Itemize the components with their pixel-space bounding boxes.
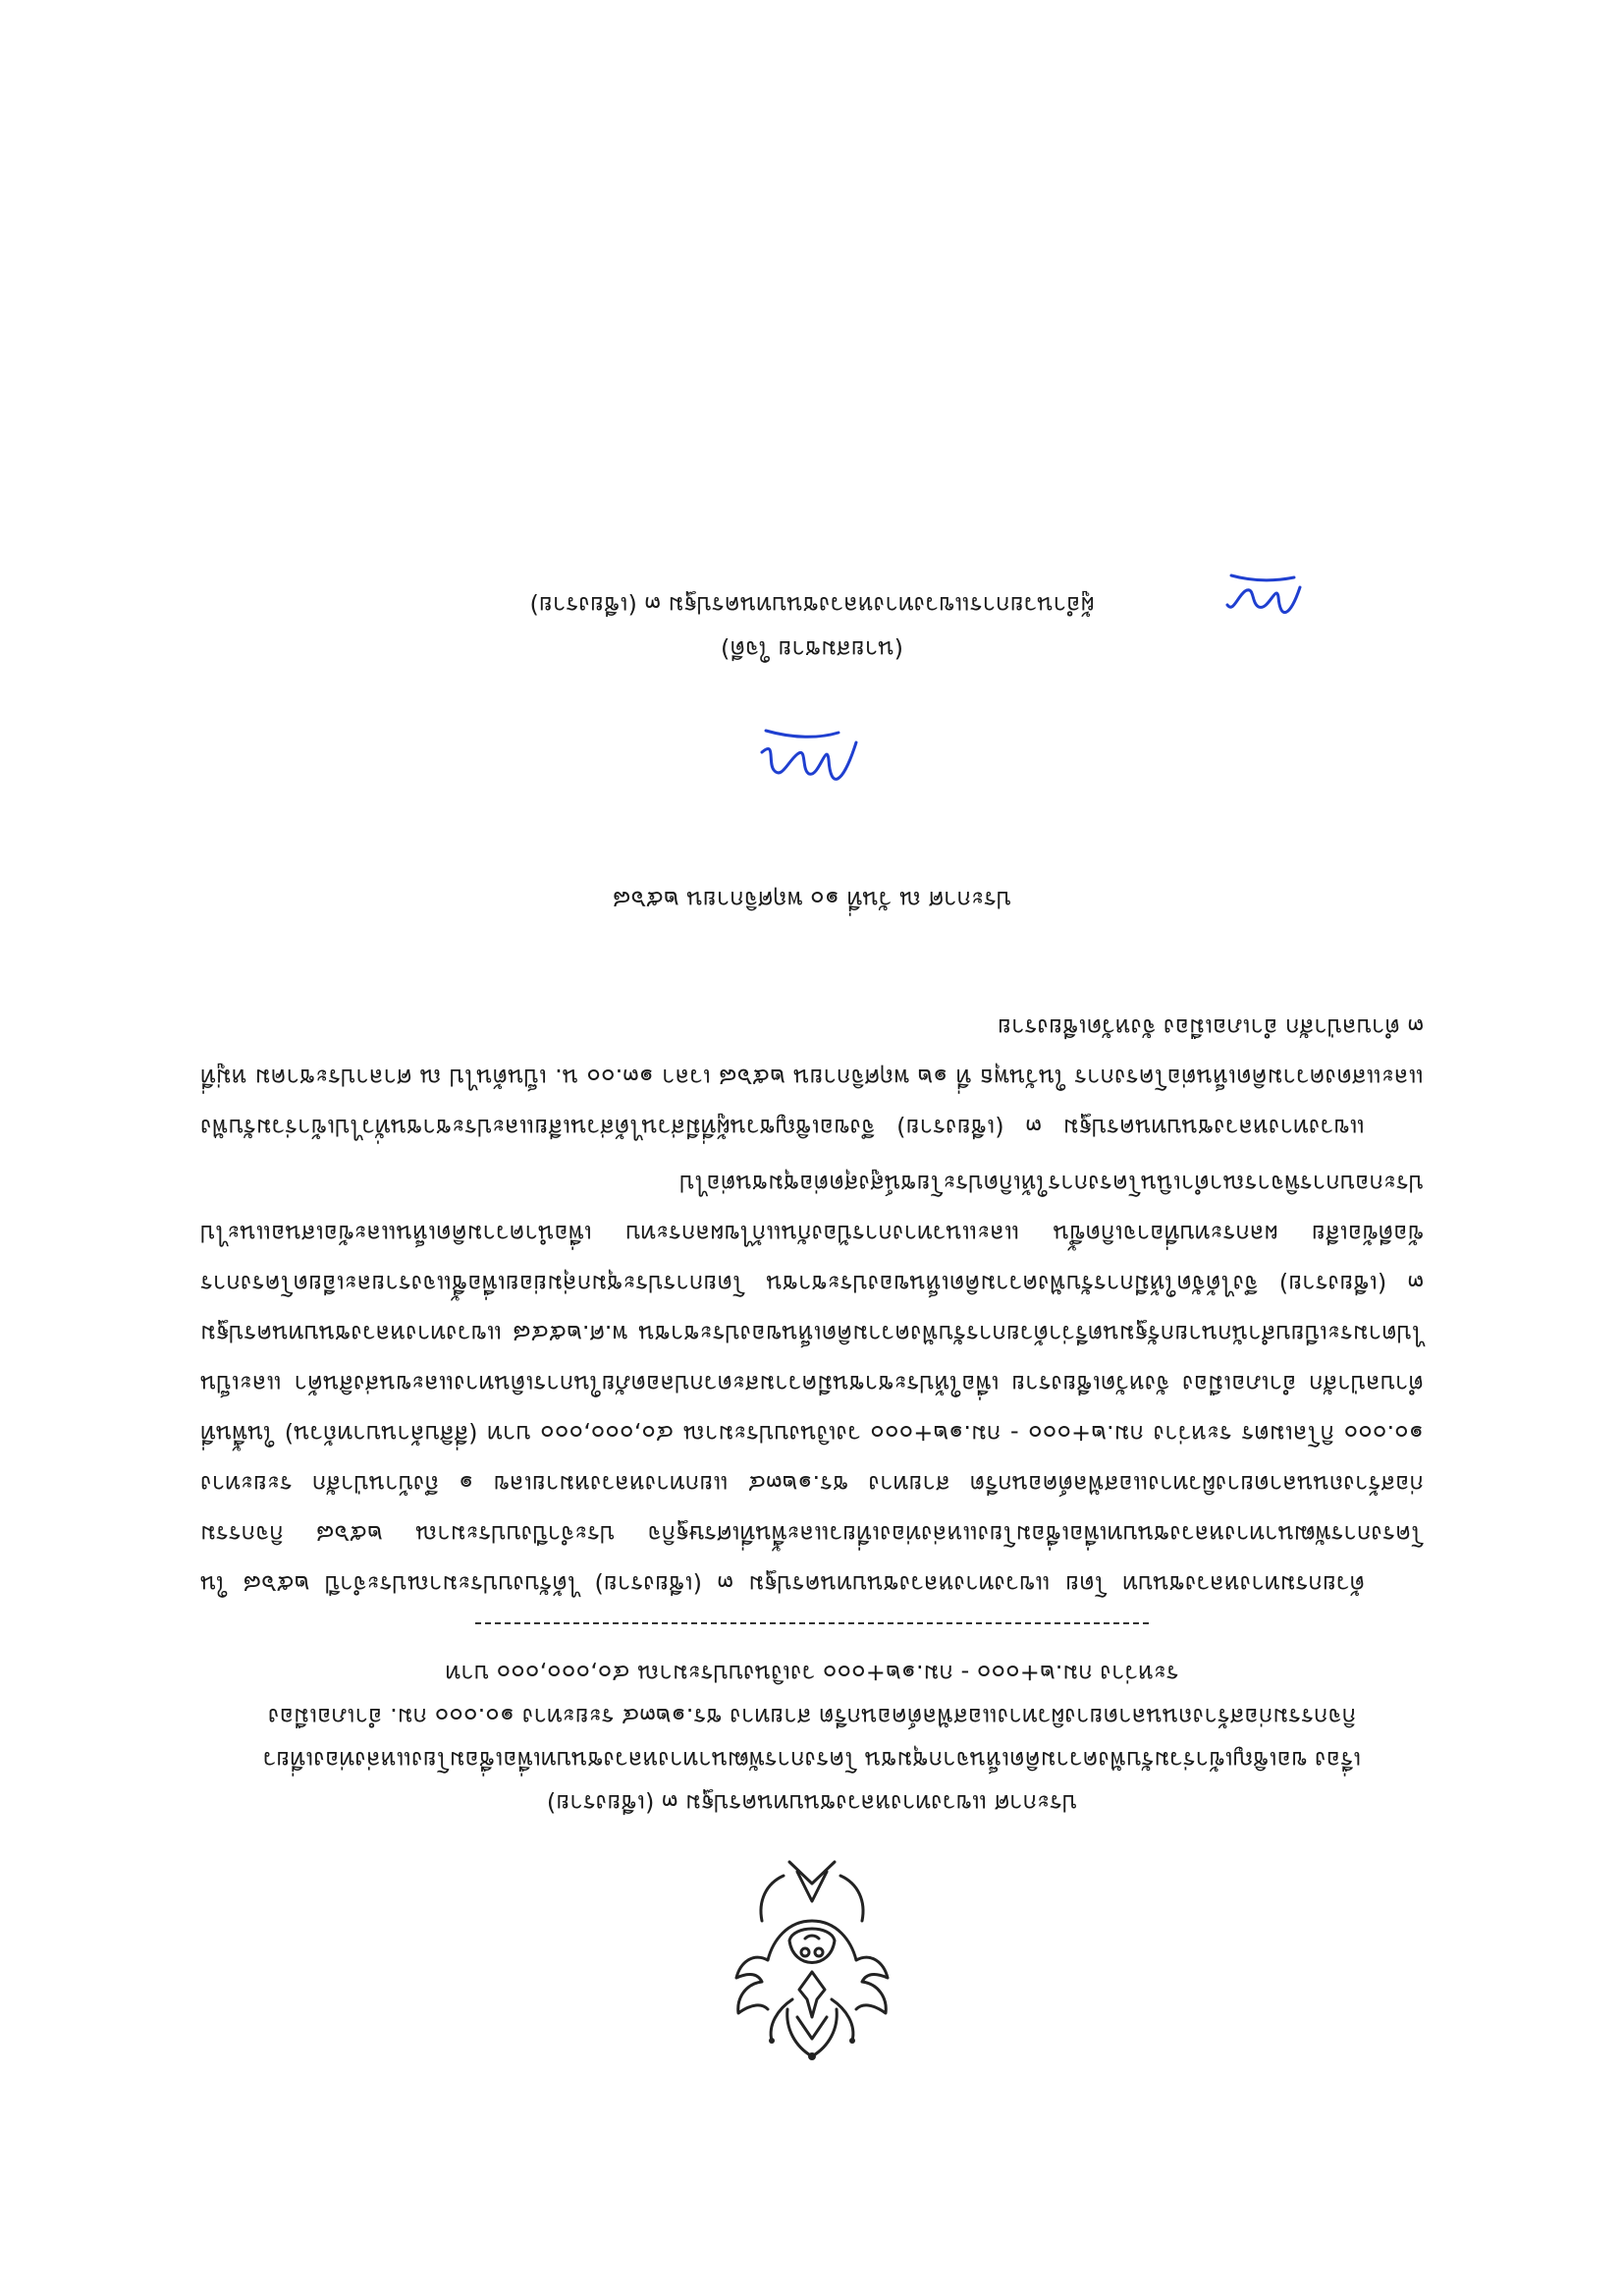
body-paragraph: ด้วยกรมทางหลวงชนบท โดย แขวงทางหลวงชนบทนครปฐม ๓ (เชียงราย) ได้รับงบประมาณประจำปี ๒๕๖๘ ในโครงการพัฒนาทางหลวงชนบทเพื่อเชื่อมโยงแหล่งท่องเที่ยวและพื้นที่เศรษฐกิจ ประจำปีงบประมาณ ๒๕๖๘ กิจกรรมก่อสร้างถนนลาดยางผิวทางแอสฟัลต์คอนกรีต สายทาง ชร.๑๒๓๔ แยกทางหลวงหมายเลข ๑ ถึงบ้านป่าสัก ระยะทาง ๑๐.๐๐๐ กิโลเมตร ระหว่าง กม.๒+๐๐๐ - กม.๑๒+๐๐๐ วงเงินงบประมาณ ๔๐,๐๐๐,๐๐๐ บาท (สี่สิบล้านบาทถ้วน) ในพื้นที่ตำบลป่าสัก อำเภอเมือง จังหวัดเชียงราย เพื่อให้ประชาชนมีความสะดวกปลอดภัยในการเดินทางและขนส่งสินค้า และเป็นไปตามระเบียบสำนักนายกรัฐมนตรีว่าด้วยการรับฟังความคิดเห็นของประชาชน พ.ศ.๒๕๔๘ แขวงทางหลวงชนบทนครปฐม ๓ (เชียงราย) จึงได้จัดให้มีการรับฟังความคิดเห็นของประชาชน โดยการประชุมกลุ่มย่อยเพื่อชี้แจงรายละเอียดโครงการ ข้อดีข้อเสีย ผลกระทบที่อาจเกิดขึ้น และแนวทางการป้องกันแก้ไขผลกระทบ เพื่อนำความคิดเห็นและข้อเสนอแนะไปประกอบการพิจารณาดำเนินโครงการให้เกิดประโยชน์สูงสุดต่อชุมชนต่อไป xyxy=(199,1170,1424,1598)
announcement-subject: เรื่อง ขอเชิญเข้าร่วมรับฟังความคิดเห็นจากชุมชน โครงการพัฒนาทางหลวงชนบทเพื่อเชื่อมโยงแหล่งท่องเที่ยว xyxy=(262,1746,1362,1774)
announcement-header xyxy=(0,1652,1624,1825)
announcement-date: ประกาศ ณ วันที่ ๑๐ พฤศจิกายน ๒๕๖๘ xyxy=(612,886,1012,913)
initials-mark xyxy=(1221,568,1310,636)
project-budget: ระหว่าง กม.๒+๐๐๐ - กม.๑๒+๐๐๐ วงเงินงบประมาณ ๔๐,๐๐๐,๐๐๐ บาท xyxy=(445,1660,1179,1687)
project-description: กิจกรรมก่อสร้างถนนลาดยางผิวทางแอสฟัลต์คอนกรีต สายทาง ชร.๑๒๓๔ ระยะทาง ๑๐.๐๐๐ กม. อำเภอเมือง xyxy=(267,1703,1357,1730)
signatory-name: (นายสมชาย ใจดี) xyxy=(721,635,903,663)
body-paragraph: แขวงทางหลวงชนบทนครปฐม ๓ (เชียงราย) จึงขอเชิญชวนผู้ที่มีส่วนได้ส่วนเสียและประชาชนทั่วไปเข้าร่วมรับฟังและแสดงความคิดเห็นต่อโครงการ ในวันพุธ ที่ ๑๒ พฤศจิกายน ๒๕๖๘ เวลา ๑๓.๐๐ น. เป็นต้นไป ณ ศาลาประชาคม หมู่ที่ ๓ ตำบลป่าสัก อำเภอเมือง จังหวัดเชียงราย xyxy=(200,1013,1424,1141)
garuda-emblem-icon xyxy=(729,1842,895,2068)
divider xyxy=(475,1622,1149,1624)
signature-mark xyxy=(750,715,868,803)
announcement-title: ประกาศ แขวงทางหลวงชนบทนครปฐม ๓ (เชียงราย) xyxy=(546,1789,1078,1817)
signatory-position: ผู้อำนวยการแขวงทางหลวงชนบทนครปฐม ๓ (เชียงราย) xyxy=(529,591,1095,619)
announcement-body xyxy=(200,1002,1424,1609)
